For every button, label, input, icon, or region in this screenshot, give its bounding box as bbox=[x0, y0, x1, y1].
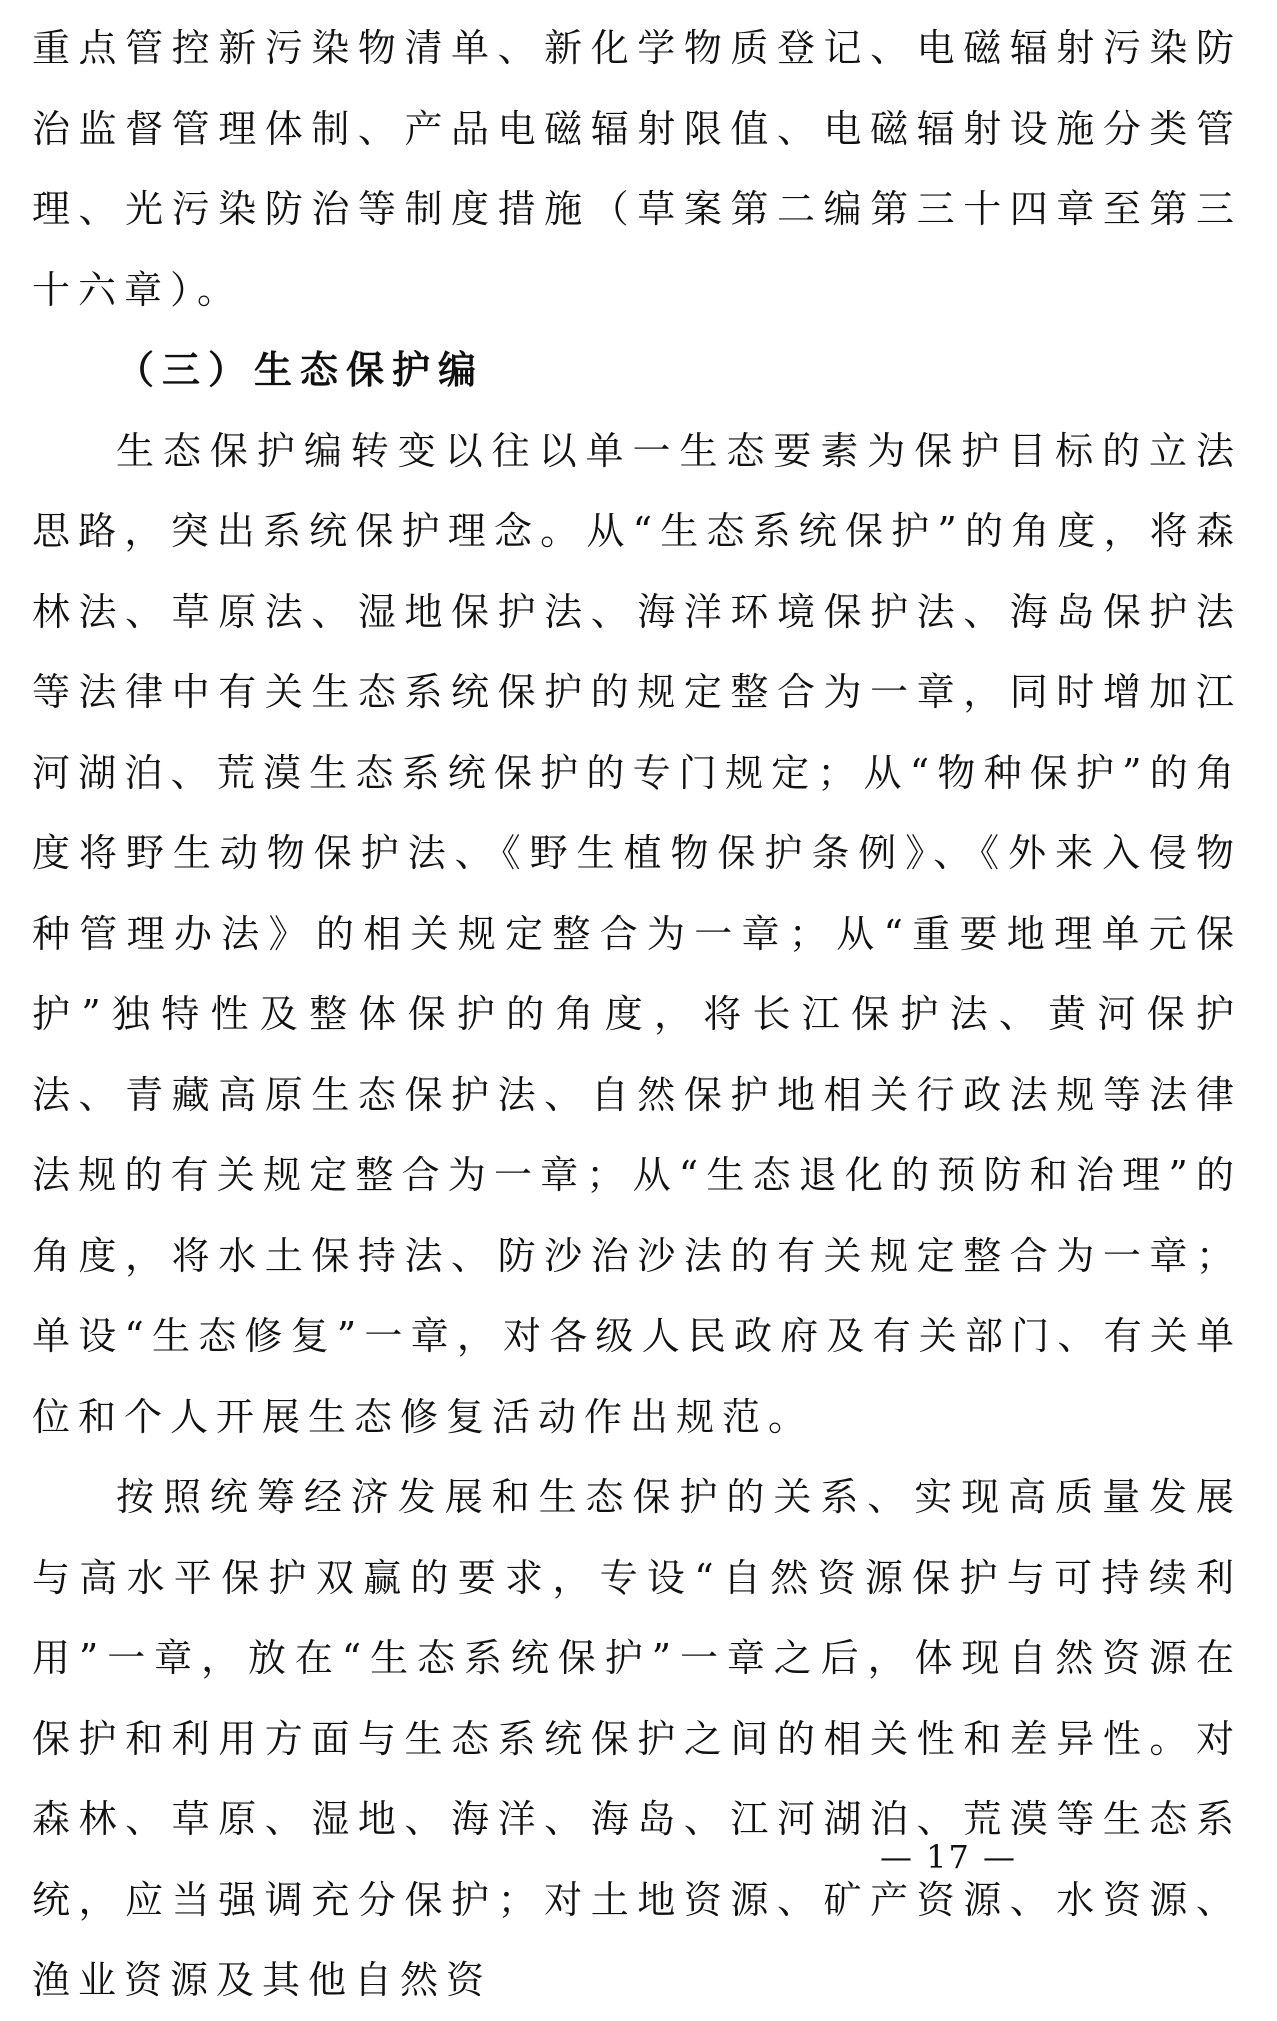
page-number: — 17 — bbox=[879, 1838, 1018, 1876]
paragraph-natural-resources: 按照统筹经济发展和生态保护的关系、实现高质量发展与高水平保护双赢的要求，专设“自然资源保护与可持续利用”一章，放在“生态系统保护”一章之后，体现自然资源在保护和利用方面与生态系统保护之间的相关性和差异性。对森林、草原、湿地、海洋、海岛、江河湖泊、荒漠等生态系统，应当强调充分保护；对土地资源、矿产资源、水资源、渔业资源及其他自然资 bbox=[32, 1475, 1242, 2002]
paragraph-continued: 重点管控新污染物清单、新化学物质登记、电磁辐射污染防治监督管理体制、产品电磁辐射限值、电磁辐射设施分类管理、光污染防治等制度措施（草案第二编第三十四章至第三十六章）。 bbox=[32, 26, 1242, 312]
document-body bbox=[32, 8, 1242, 2021]
section-heading: （三）生态保护编 bbox=[116, 348, 485, 392]
paragraph-ecological-protection: 生态保护编转变以往以单一生态要素为保护目标的立法思路，突出系统保护理念。从“生态系统保护”的角度，将森林法、草原法、湿地保护法、海洋环境保护法、海岛保护法等法律中有关生态系统保护的规定整合为一章，同时增加江河湖泊、荒漠生态系统保护的专门规定；从“物种保护”的角度将野生动物保护法、《野生植物保护条例》、《外来入侵物种管理办法》的相关规定整合为一章；从“重要地理单元保护”独特性及整体保护的角度，将长江保护法、黄河保护法、青藏高原生态保护法、自然保护地相关行政法规等法律法规的有关规定整合为一章；从“生态退化的预防和治理”的角度，将水土保持法、防沙治沙法的有关规定整合为一章；单设“生态修复”一章，对各级人民政府及有关部门、有关单位和个人开展生态修复活动作出规范。 bbox=[32, 428, 1242, 1439]
